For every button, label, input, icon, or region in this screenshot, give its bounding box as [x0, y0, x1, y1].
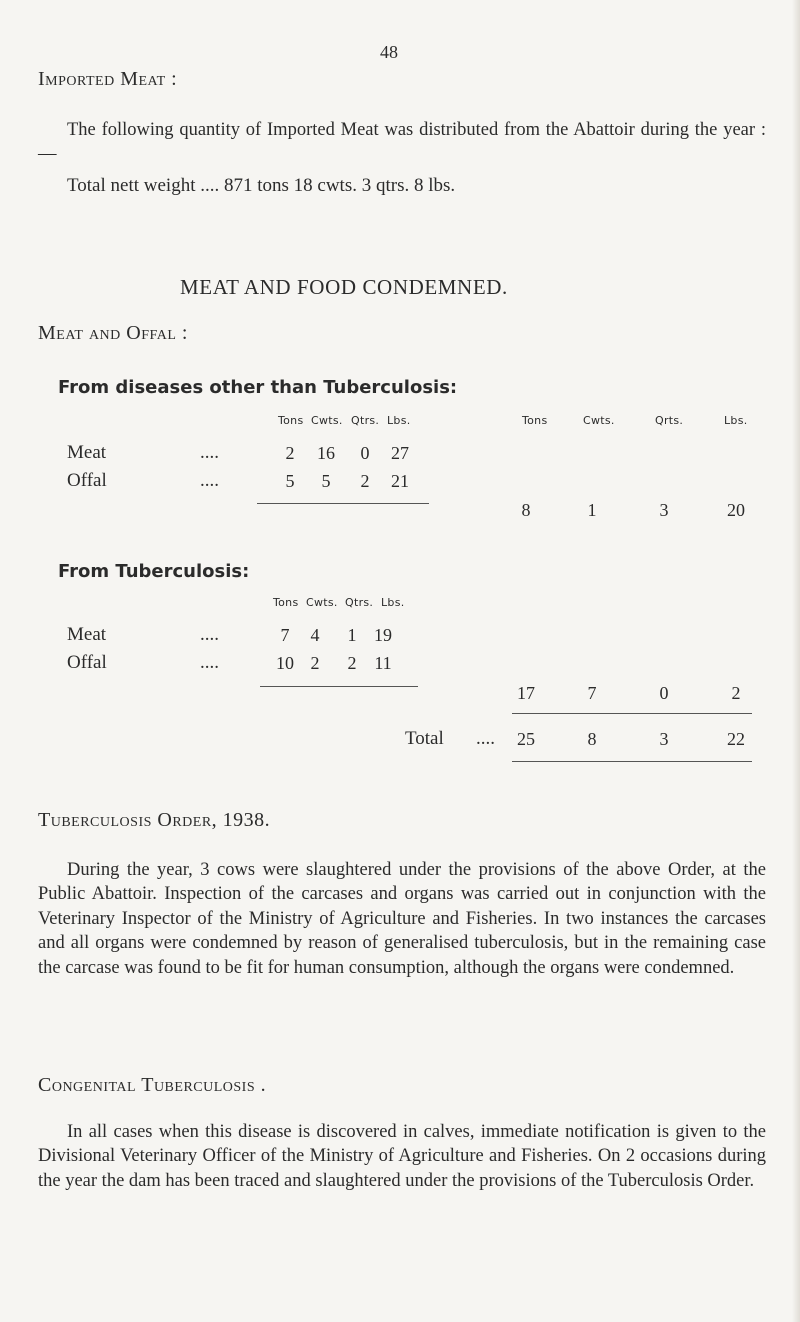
total-dots: .... — [476, 728, 495, 749]
imported-meat-heading: Imported Meat : — [38, 68, 178, 90]
congenital-text: In all cases when this disease is discovered in calves, immediate notification is given to the Divisional Veterinary Officer of the Ministry of Agriculture and Fisheries. On 2 occasions during the year the dam has been traced and slaughtered under the provisions of the Tuberculosis Order. — [38, 1122, 766, 1191]
total-qrts: 3 — [659, 729, 669, 749]
cell-tons: 2 — [285, 443, 295, 463]
total-lbs: 22 — [727, 729, 745, 749]
col-header-cwts: Cwts. — [311, 414, 343, 427]
total-cwts: 8 — [587, 729, 597, 749]
col-header-qtrs: Qtrs. — [345, 596, 374, 609]
col-header-lbs: Lbs. — [387, 414, 411, 427]
other-diseases-heading: From diseases other than Tuberculosis: — [58, 377, 458, 398]
row-label: Offal — [67, 652, 107, 673]
subtotal-qrts: 3 — [659, 500, 669, 520]
subtotal-lbs: 2 — [731, 683, 741, 703]
subtotal-cwts: 1 — [587, 500, 597, 520]
cell-cwts: 4 — [310, 625, 320, 645]
cell-tons: 5 — [285, 471, 295, 491]
imported-meat-total: Total nett weight .... 871 tons 18 cwts. 3 qtrs. 8 lbs. — [67, 175, 456, 196]
cell-qtrs: 1 — [347, 625, 357, 645]
imported-meat-intro-text: The following quantity of Imported Meat was distributed from the Abattoir during the year : — — [38, 120, 766, 165]
total-header-cwts: Cwts. — [583, 414, 615, 427]
subtotal-tons: 17 — [517, 683, 535, 703]
tb-order-text: During the year, 3 cows were slaughtered under the provisions of the above Order, at the Public Abattoir. Inspection of the carcases and organs was carried out in conjunction with the Veterinary Inspector of the Ministry of Agriculture and Fisheries. In two instances the carcases and all organs were condemned by reason of generalised tuberculosis, but in the remaining case the carcase was found to be fit for human consumption, although the organs were condemned. — [38, 860, 766, 978]
col-header-lbs: Lbs. — [381, 596, 405, 609]
subtotal-rule — [257, 503, 429, 504]
imported-meat-intro — [38, 118, 766, 167]
cell-cwts: 16 — [317, 443, 335, 463]
col-header-cwts: Cwts. — [306, 596, 338, 609]
total-bottom-rule — [512, 761, 752, 762]
subtotal-lbs: 20 — [727, 500, 745, 520]
cell-lbs: 27 — [391, 443, 409, 463]
cell-qtrs: 2 — [360, 471, 370, 491]
subtotal-tons: 8 — [521, 500, 531, 520]
subtotal-qrts: 0 — [659, 683, 669, 703]
row-label: Offal — [67, 470, 107, 491]
cell-lbs: 11 — [374, 653, 392, 673]
cell-tons: 10 — [276, 653, 294, 673]
subtotal-rule — [260, 686, 418, 687]
row-dots: .... — [200, 652, 219, 673]
row-dots: .... — [200, 624, 219, 645]
total-header-tons: Tons — [522, 414, 548, 427]
tuberculosis-heading: From Tuberculosis: — [58, 561, 250, 582]
total-tons: 25 — [517, 729, 535, 749]
total-top-rule — [512, 713, 752, 714]
section-title: MEAT AND FOOD CONDEMNED. — [180, 275, 508, 299]
row-label: Meat — [67, 442, 107, 463]
cell-tons: 7 — [280, 625, 290, 645]
cell-cwts: 2 — [310, 653, 320, 673]
row-dots: .... — [200, 470, 219, 491]
total-label: Total — [405, 728, 444, 749]
cell-qtrs: 2 — [347, 653, 357, 673]
cell-lbs: 19 — [374, 625, 392, 645]
meat-offal-heading: Meat and Offal : — [38, 322, 188, 344]
total-header-qrts: Qrts. — [655, 414, 684, 427]
col-header-tons: Tons — [278, 414, 304, 427]
congenital-paragraph — [38, 1120, 766, 1193]
page-number: 48 — [380, 42, 398, 62]
col-header-qtrs: Qtrs. — [351, 414, 380, 427]
cell-cwts: 5 — [321, 471, 331, 491]
col-header-tons: Tons — [273, 596, 299, 609]
tb-order-paragraph — [38, 858, 766, 980]
cell-qtrs: 0 — [360, 443, 370, 463]
page-edge-shadow — [792, 0, 800, 1322]
congenital-heading: Congenital Tuberculosis . — [38, 1074, 267, 1096]
tb-order-heading: Tuberculosis Order, 1938. — [38, 809, 271, 831]
cell-lbs: 21 — [391, 471, 409, 491]
row-label: Meat — [67, 624, 107, 645]
total-header-lbs: Lbs. — [724, 414, 748, 427]
subtotal-cwts: 7 — [587, 683, 597, 703]
row-dots: .... — [200, 442, 219, 463]
